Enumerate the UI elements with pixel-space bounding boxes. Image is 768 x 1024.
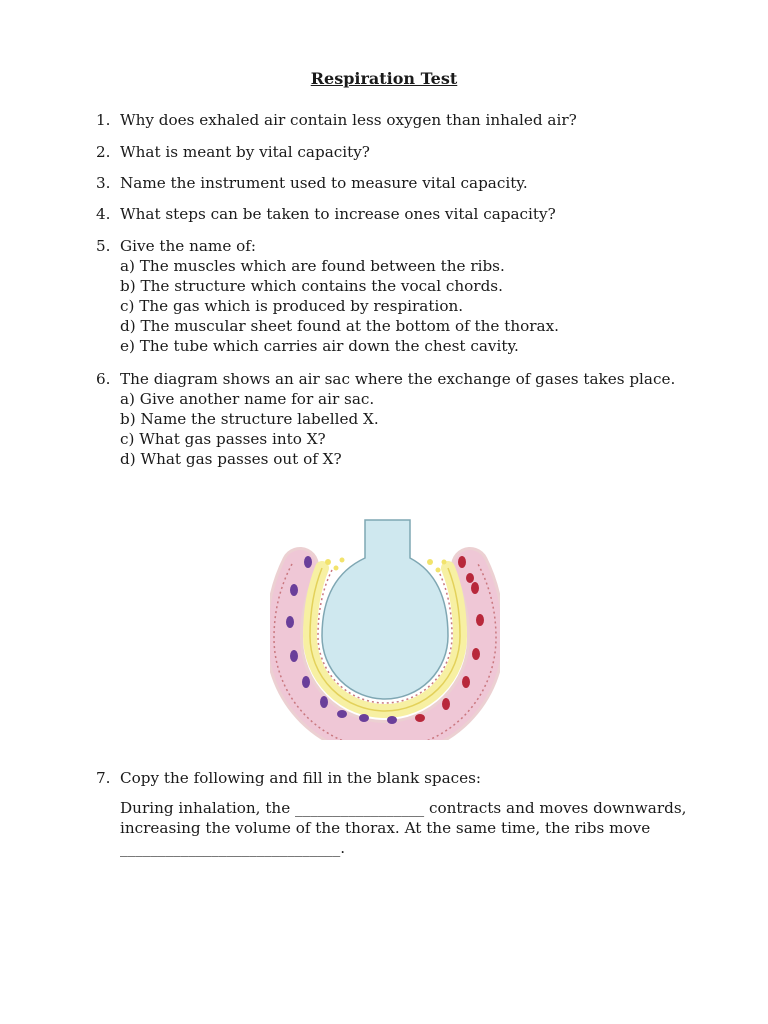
sub-question-c: c) The gas which is produced by respiration. bbox=[120, 297, 464, 315]
question-number: 6. bbox=[96, 370, 111, 388]
air-sac-diagram bbox=[270, 518, 500, 740]
question-number: 7. bbox=[96, 769, 111, 787]
question-number: 2. bbox=[96, 143, 111, 161]
sub-question-c: c) What gas passes into X? bbox=[120, 430, 326, 448]
question-2 bbox=[96, 142, 716, 162]
sub-question-b: b) Name the structure labelled X. bbox=[120, 410, 379, 428]
sub-question-a: a) Give another name for air sac. bbox=[120, 390, 375, 408]
question-text: What is meant by vital capacity? bbox=[120, 143, 370, 161]
question-5 bbox=[96, 236, 716, 356]
sub-question-a: a) The muscles which are found between the ribs. bbox=[120, 257, 505, 275]
question-4 bbox=[96, 204, 716, 224]
air-sac bbox=[322, 520, 448, 699]
page-title: Respiration Test bbox=[310, 69, 458, 88]
question-6 bbox=[96, 369, 716, 469]
sub-question-e: e) The tube which carries air down the chest cavity. bbox=[120, 337, 519, 355]
question-text: Give the name of: bbox=[120, 237, 257, 255]
question-text: Why does exhaled air contain less oxygen than inhaled air? bbox=[120, 111, 577, 129]
question-text: Name the instrument used to measure vital capacity. bbox=[120, 174, 528, 192]
question-number: 3. bbox=[96, 174, 111, 192]
sub-question-d: d) What gas passes out of X? bbox=[120, 450, 342, 468]
question-number: 4. bbox=[96, 205, 111, 223]
question-number: 1. bbox=[96, 111, 111, 129]
question-7 bbox=[96, 768, 716, 858]
sub-question-d: d) The muscular sheet found at the bottom of the thorax. bbox=[120, 317, 559, 335]
question-1 bbox=[96, 110, 716, 130]
fill-in-paragraph: During inhalation, the _________________ contracts and moves downwards, increasing the volume of the thorax. At the same time, the ribs move _____________________________. bbox=[120, 799, 687, 857]
question-number: 5. bbox=[96, 237, 111, 255]
question-text: The diagram shows an air sac where the exchange of gases takes place. bbox=[120, 370, 676, 388]
sub-question-b: b) The structure which contains the vocal chords. bbox=[120, 277, 503, 295]
question-3 bbox=[96, 173, 716, 193]
question-text: What steps can be taken to increase ones vital capacity? bbox=[120, 205, 556, 223]
question-text: Copy the following and fill in the blank spaces: bbox=[120, 769, 482, 787]
